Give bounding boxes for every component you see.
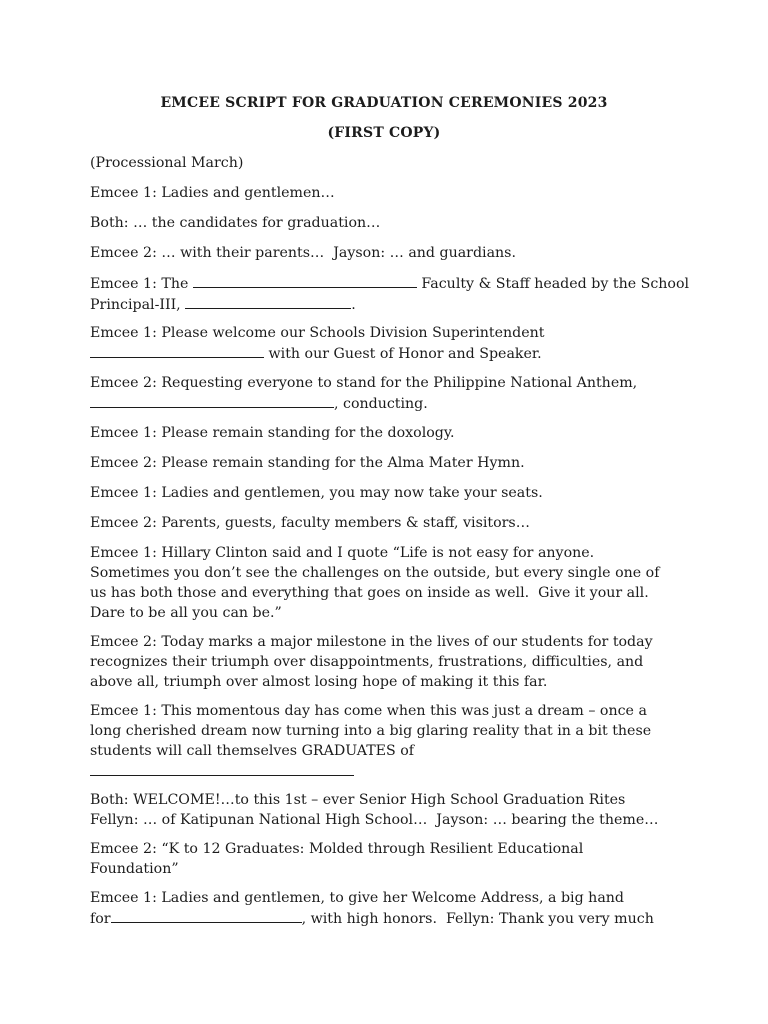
paragraph-welcome-address bbox=[90, 888, 690, 929]
text-segment: for bbox=[90, 911, 111, 927]
paragraph-milestone: Emcee 2: Today marks a major milestone in the lives of our students for today recognizes their triumph over disappointments, frustrations, difficulties, and above all, triumph over almost losing hope of making it this far. bbox=[90, 634, 653, 690]
paragraph-processional: (Processional March) bbox=[90, 155, 244, 171]
text-segment: Faculty & Staff headed by the School bbox=[416, 276, 690, 292]
fill-in-blank-school bbox=[90, 761, 354, 776]
paragraph-guests: Emcee 2: Parents, guests, faculty members & staff, visitors… bbox=[90, 515, 530, 531]
text-segment: , conducting. bbox=[334, 396, 428, 412]
document-subtitle: (FIRST COPY) bbox=[327, 125, 441, 141]
text-segment: Emcee 1: Please welcome our Schools Division Superintendent bbox=[90, 325, 545, 341]
document-title: EMCEE SCRIPT FOR GRADUATION CEREMONIES 2023 bbox=[160, 95, 608, 111]
fill-in-blank bbox=[90, 393, 334, 408]
paragraph-seats: Emcee 1: Ladies and gentlemen, you may now take your seats. bbox=[90, 485, 543, 501]
paragraph-both-candidates: Both: … the candidates for graduation… bbox=[90, 215, 381, 231]
text-segment: Emcee 1: Ladies and gentlemen, to give her Welcome Address, a big hand bbox=[90, 890, 624, 906]
paragraph-momentous: Emcee 1: This momentous day has come when this was just a dream – once a long cherished dream now turning into a big glaring reality that in a bit these students will call themselves GRADUATES of bbox=[90, 703, 652, 759]
fill-in-blank bbox=[193, 273, 417, 288]
text-segment: Principal-III, bbox=[90, 297, 186, 313]
paragraph-emcee1-intro: Emcee 1: Ladies and gentlemen… bbox=[90, 185, 335, 201]
text-segment: , with high honors. Fellyn: Thank you very much bbox=[301, 911, 654, 927]
paragraph-welcome: Both: WELCOME!…to this 1st – ever Senior High School Graduation Rites Fellyn: … of Katipunan National High School… Jayson: … bearing the theme… bbox=[90, 792, 659, 828]
text-segment: . bbox=[351, 297, 356, 313]
fill-in-blank bbox=[90, 343, 264, 358]
paragraph-emcee2-parents: Emcee 2: … with their parents… Jayson: … and guardians. bbox=[90, 245, 516, 261]
fill-in-blank bbox=[185, 294, 351, 309]
paragraph-doxology: Emcee 1: Please remain standing for the doxology. bbox=[90, 425, 455, 441]
paragraph-faculty bbox=[90, 273, 690, 315]
paragraph-quote: Emcee 1: Hillary Clinton said and I quote “Life is not easy for anyone. Sometimes you don’t see the challenges on the outside, but every single one of us has both those and everything that goes on inside as well. Give it your all. Dare to be all you can be.” bbox=[90, 545, 660, 621]
paragraph-superintendent bbox=[90, 323, 690, 364]
fill-in-blank bbox=[111, 908, 302, 923]
paragraph-alma-mater: Emcee 2: Please remain standing for the Alma Mater Hymn. bbox=[90, 455, 525, 471]
text-segment: with our Guest of Honor and Speaker. bbox=[264, 346, 542, 362]
paragraph-theme: Emcee 2: “K to 12 Graduates: Molded through Resilient Educational Foundation” bbox=[90, 841, 584, 877]
text-segment: Emcee 2: Requesting everyone to stand for the Philippine National Anthem, bbox=[90, 375, 638, 391]
paragraph-anthem bbox=[90, 373, 690, 414]
text-segment: Emcee 1: The bbox=[90, 276, 193, 292]
